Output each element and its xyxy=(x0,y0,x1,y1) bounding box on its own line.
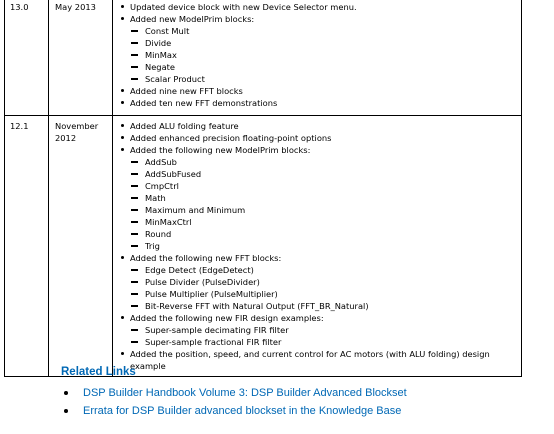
revision-table-body xyxy=(5,0,522,377)
change-item xyxy=(120,1,521,13)
change-item xyxy=(120,132,521,144)
change-text: Added enhanced precision floating-point options xyxy=(130,133,332,143)
changes-list xyxy=(120,1,521,109)
date-cell: May 2013 xyxy=(49,0,113,116)
change-subitem: AddSub xyxy=(130,156,521,168)
change-subitem: Const Mult xyxy=(130,25,521,37)
change-subitem: AddSubFused xyxy=(130,168,521,180)
change-item xyxy=(120,85,521,97)
change-item xyxy=(120,252,521,312)
change-subitem: Divide xyxy=(130,37,521,49)
change-text: Added new ModelPrim blocks: xyxy=(130,14,255,24)
change-sublist xyxy=(130,324,521,348)
link-dsp-builder-handbook[interactable]: DSP Builder Handbook Volume 3: DSP Builder Advanced Blockset xyxy=(83,387,407,399)
changes-cell xyxy=(113,116,522,377)
date-cell: November 2012 xyxy=(49,116,113,377)
change-item xyxy=(120,144,521,252)
change-subitem: Trig xyxy=(130,240,521,252)
change-subitem: MinMaxCtrl xyxy=(130,216,521,228)
change-subitem: CmpCtrl xyxy=(130,180,521,192)
change-subitem: Scalar Product xyxy=(130,73,521,85)
change-subitem: Maximum and Minimum xyxy=(130,204,521,216)
version-cell: 12.1 xyxy=(5,116,49,377)
change-text: Added ten new FFT demonstrations xyxy=(130,98,278,108)
change-text: Added the following new FIR design examples: xyxy=(130,313,324,323)
change-subitem: Math xyxy=(130,192,521,204)
related-link-item xyxy=(61,384,407,402)
change-text: Added the following new FFT blocks: xyxy=(130,253,282,263)
change-subitem: Negate xyxy=(130,61,521,73)
change-subitem: MinMax xyxy=(130,49,521,61)
revision-history-table xyxy=(4,0,522,377)
change-text: Added nine new FFT blocks xyxy=(130,86,243,96)
change-item xyxy=(120,97,521,109)
change-sublist xyxy=(130,156,521,252)
related-link-item xyxy=(61,402,407,420)
change-item xyxy=(120,13,521,85)
change-text: Added the position, speed, and current control for AC motors (with ALU folding) design example xyxy=(130,349,490,371)
version-cell: 13.0 xyxy=(5,0,49,116)
link-errata-knowledge-base[interactable]: Errata for DSP Builder advanced blockset in the Knowledge Base xyxy=(83,405,402,417)
change-text: Added ALU folding feature xyxy=(130,121,239,131)
change-subitem: Super-sample fractional FIR filter xyxy=(130,336,521,348)
change-subitem: Pulse Multiplier (PulseMultiplier) xyxy=(130,288,521,300)
related-links-list xyxy=(61,384,407,420)
change-text: Added the following new ModelPrim blocks: xyxy=(130,145,311,155)
change-item xyxy=(120,312,521,348)
changes-cell xyxy=(113,0,522,116)
change-subitem: Edge Detect (EdgeDetect) xyxy=(130,264,521,276)
changes-list xyxy=(120,120,521,372)
change-sublist xyxy=(130,25,521,85)
change-subitem: Pulse Divider (PulseDivider) xyxy=(130,276,521,288)
related-links-section xyxy=(61,366,407,420)
change-subitem: Bit-Reverse FFT with Natural Output (FFT_BR_Natural) xyxy=(130,300,521,312)
change-subitem: Round xyxy=(130,228,521,240)
revision-row xyxy=(5,116,522,377)
change-text: Updated device block with new Device Selector menu. xyxy=(130,2,357,12)
change-subitem: Super-sample decimating FIR filter xyxy=(130,324,521,336)
related-links-heading: Related Links xyxy=(61,366,136,378)
change-sublist xyxy=(130,264,521,312)
revision-row xyxy=(5,0,522,116)
change-item xyxy=(120,120,521,132)
